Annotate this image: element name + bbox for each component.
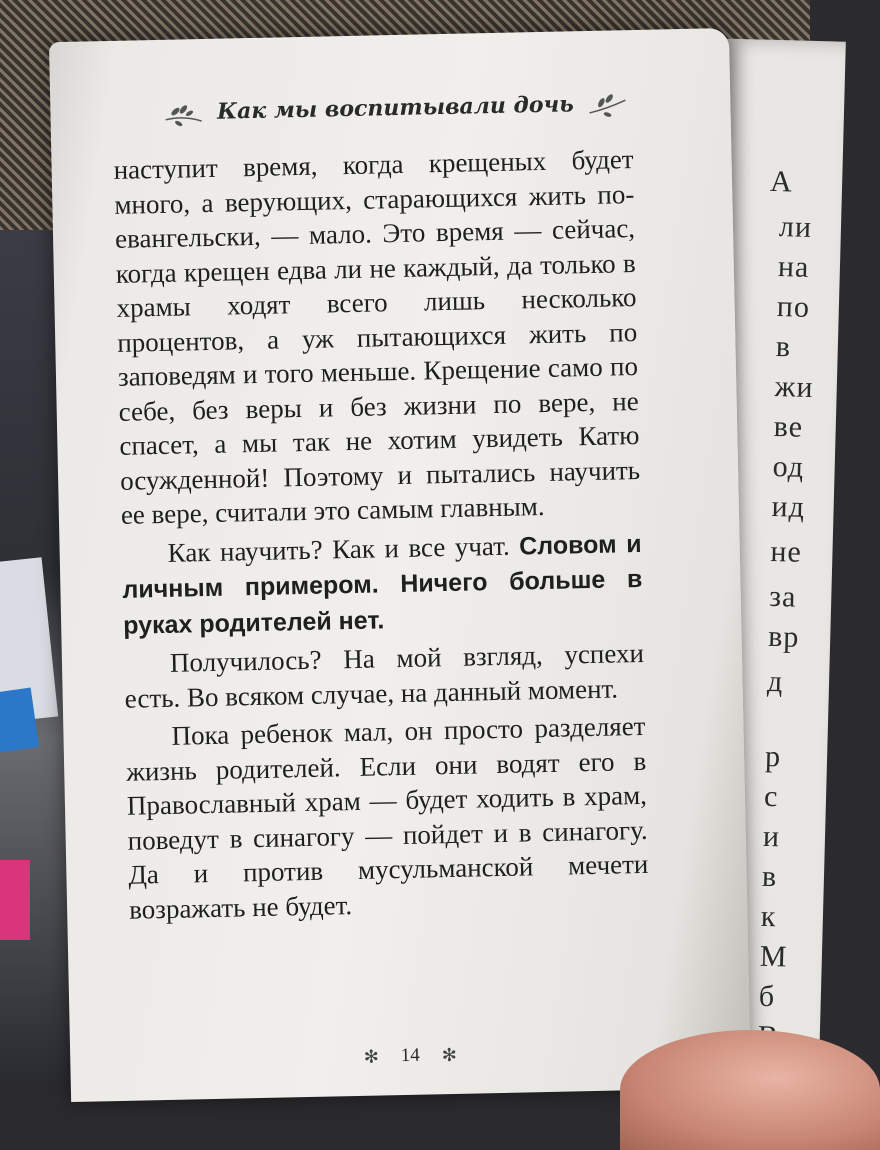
paragraph: наступит время, когда крещеных будет много, а верующих, старающихся жить по-евангельски, — мало. Это время — сейчас, когда крещен едва ли не каждый, да только в храмы ходят всего лишь несколько процентов, а уж пытающихся жить по заповедям и того меньше. Крещение само по себе, без веры и без жизни по вере, не спасет, а мы так не хотим увидеть Катю осужденной! Поэтому и пытались научить ее вере, считали это самым главным. bbox=[113, 144, 641, 530]
running-header bbox=[160, 78, 631, 138]
asterisk-flower-icon: ✻ bbox=[441, 1044, 458, 1065]
right-page-text-fragment: к bbox=[760, 899, 777, 934]
right-page-text-fragment: по bbox=[776, 290, 811, 324]
right-page-text-fragment: и bbox=[762, 819, 781, 854]
right-page-text-fragment: с bbox=[763, 779, 779, 814]
right-page-text-fragment: М bbox=[759, 939, 788, 974]
paragraph: Получилось? На мой взгляд, успехи есть. Во всяком случае, на данный момент. bbox=[124, 637, 645, 714]
right-page-text-fragment: не bbox=[770, 534, 803, 569]
page-footer bbox=[330, 1043, 490, 1068]
leaf-sprig-icon bbox=[163, 97, 204, 128]
book-page bbox=[49, 28, 751, 1102]
side-pink-object bbox=[0, 860, 30, 940]
thumb bbox=[620, 1030, 880, 1150]
paragraph bbox=[121, 525, 643, 642]
right-page-text-fragment: д bbox=[766, 664, 784, 699]
body-text bbox=[113, 142, 649, 927]
paragraph-plain-text: Как научить? Как и все учат. bbox=[167, 530, 520, 568]
running-header-title: Как мы воспитывали дочь bbox=[216, 91, 574, 125]
right-page-text-fragment: на bbox=[777, 250, 810, 284]
right-page-text-fragment: жи bbox=[774, 370, 815, 405]
paragraph: Пока ребенок мал, он просто разделяет жизнь родителей. Если они водят его в Православный храм — будет ходить в храм, поведут в синагогу — пойдет и в синагогу. Да и против мусульманской мечети возражать не будет. bbox=[125, 710, 649, 925]
right-page-text-fragment: ид bbox=[771, 489, 806, 524]
leaf-sprig-icon bbox=[587, 88, 628, 119]
right-page-text-fragment: ли bbox=[778, 210, 813, 244]
right-page-text-fragment: вр bbox=[767, 619, 800, 654]
right-page-text-fragment: б bbox=[758, 979, 776, 1014]
right-page-text-fragment: за bbox=[768, 579, 797, 614]
right-page-text-fragment: А bbox=[769, 164, 794, 199]
right-page-text-fragment: ве bbox=[773, 410, 804, 444]
right-page-text-fragment: р bbox=[764, 739, 782, 774]
right-page-text-fragment: в bbox=[761, 859, 778, 894]
right-page-text-fragment: в bbox=[775, 330, 792, 364]
paragraph-bold-text: Словом и личным примером. Ничего больше в руках родителей нет. bbox=[122, 529, 643, 640]
asterisk-flower-icon: ✻ bbox=[363, 1046, 379, 1067]
page-number: 14 bbox=[400, 1044, 420, 1067]
right-page-text-fragment: од bbox=[772, 449, 805, 484]
